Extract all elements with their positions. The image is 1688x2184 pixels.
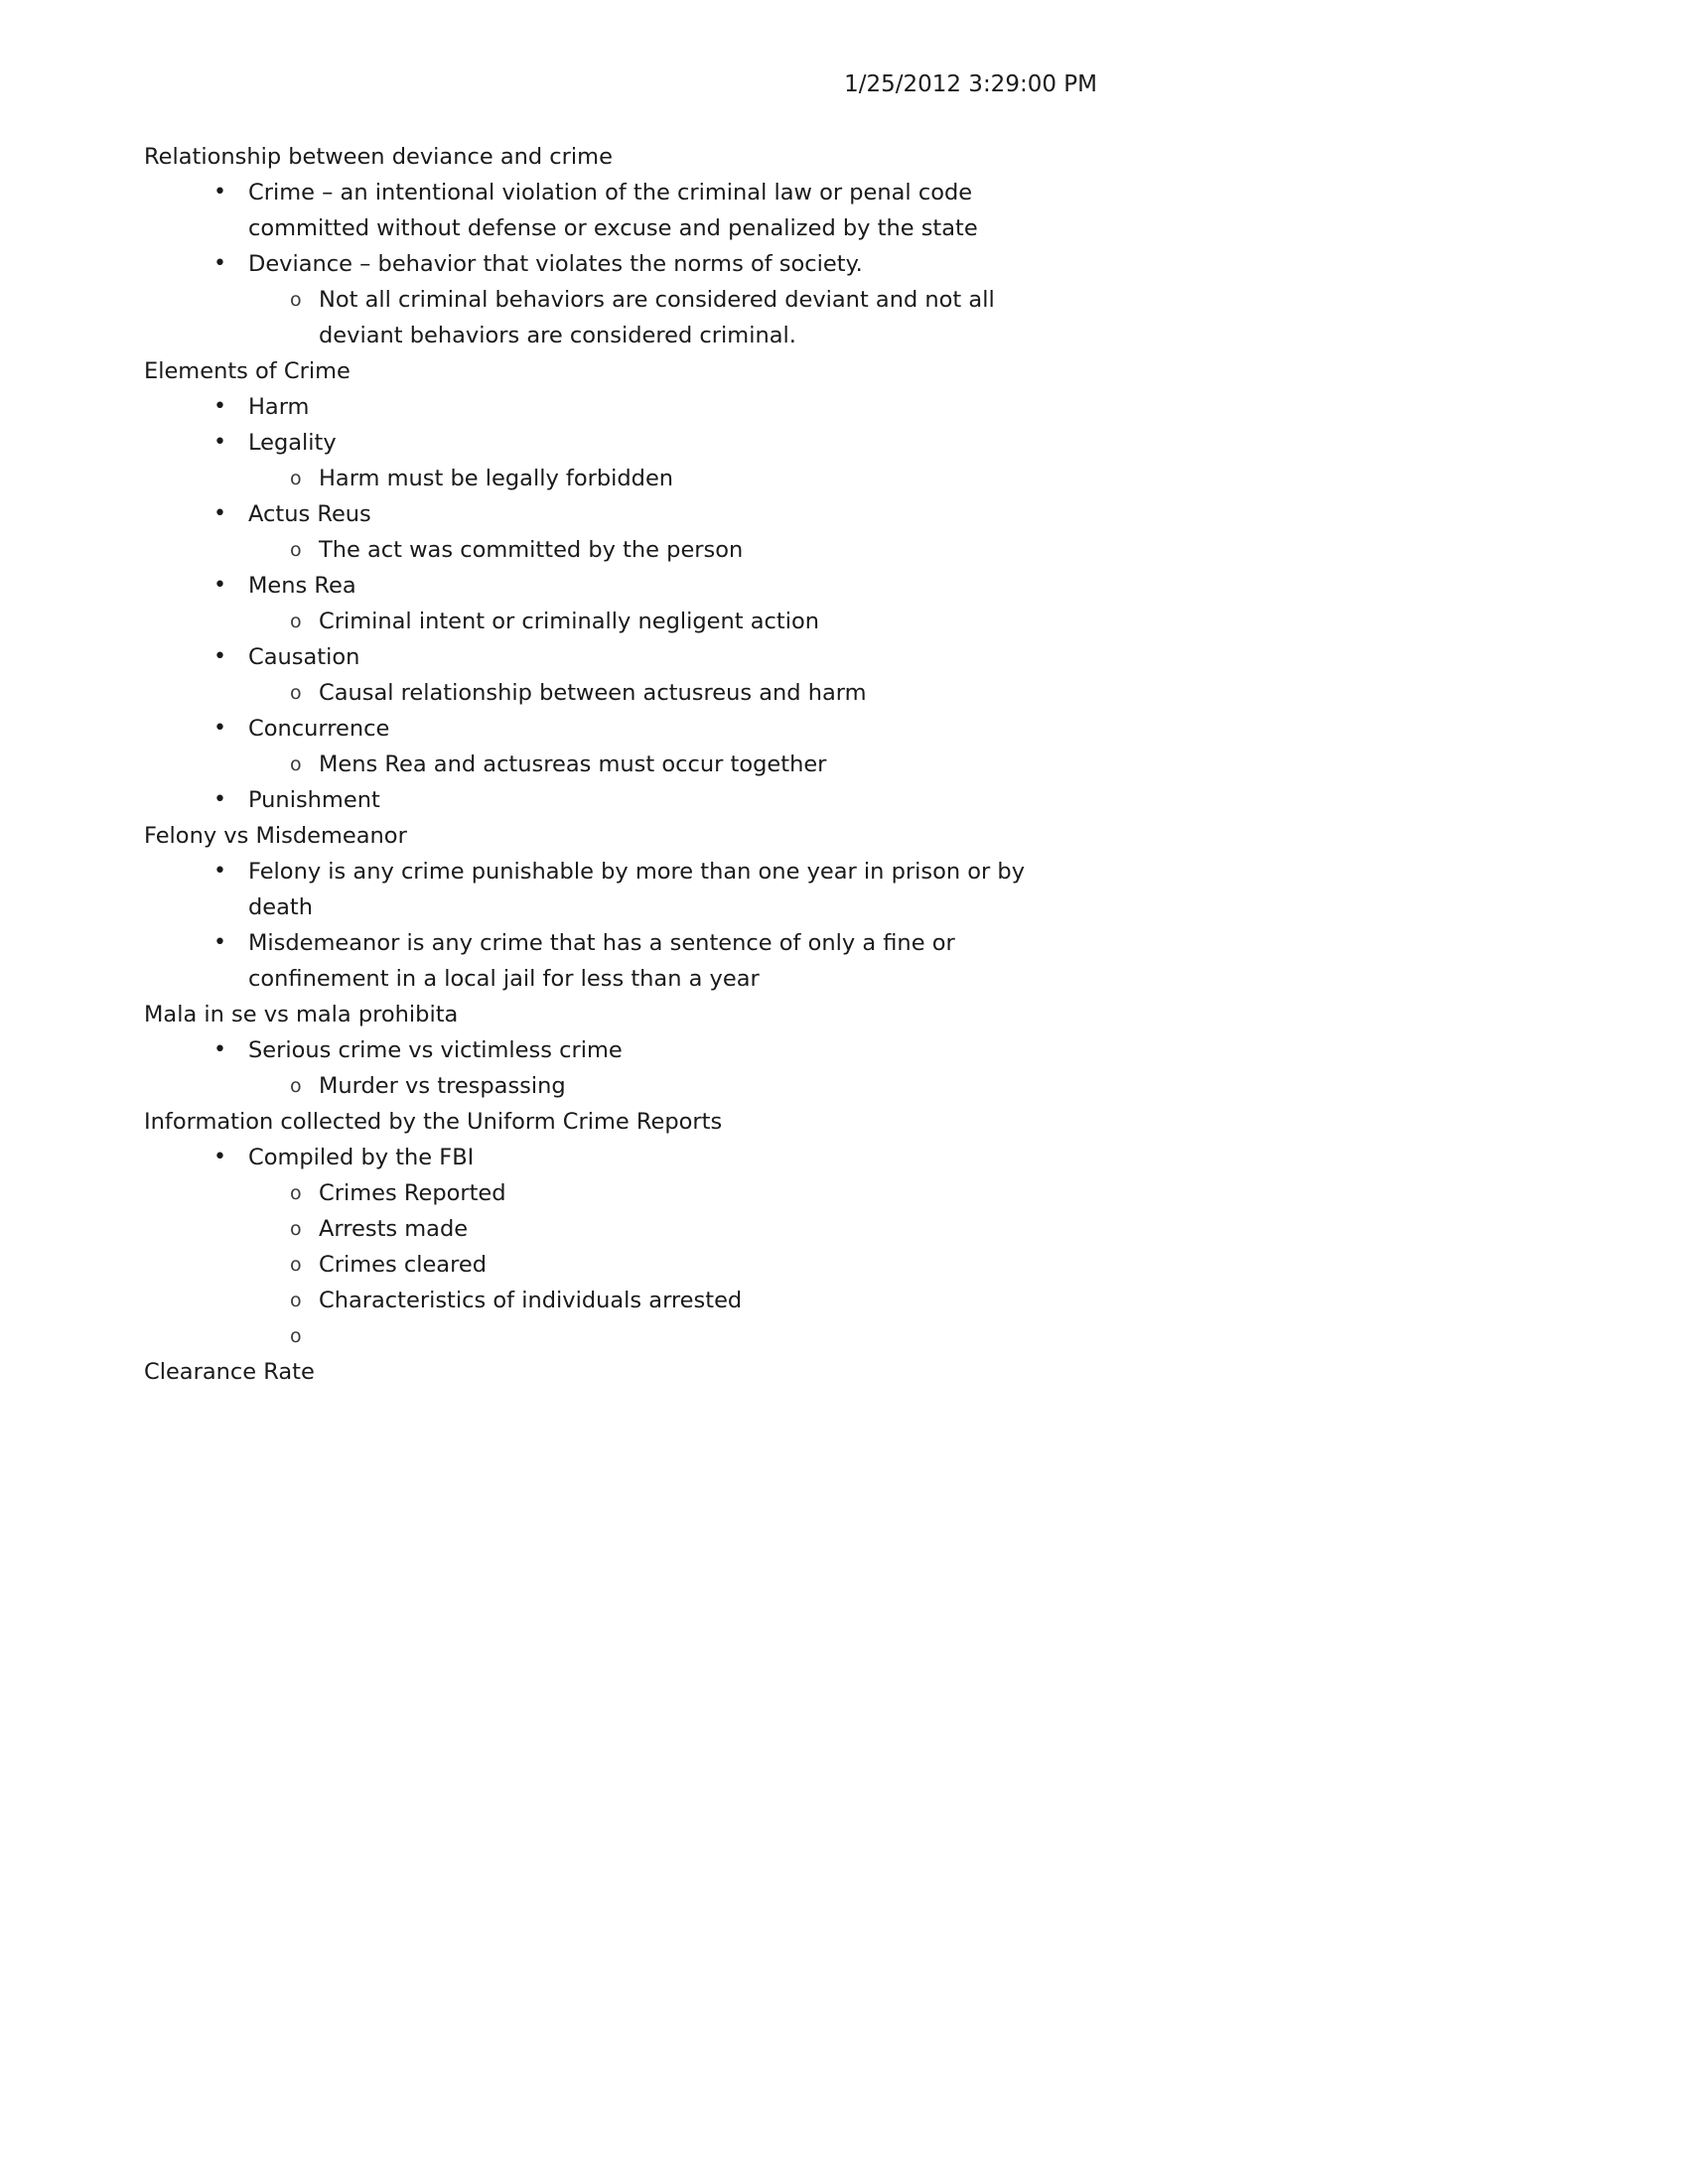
- outline-text: Concurrence: [248, 716, 390, 742]
- outline-item: [290, 747, 1055, 782]
- bullet-circle-icon: o: [290, 611, 302, 632]
- outline-item: [213, 925, 1055, 997]
- bullet-disc-icon: •: [213, 859, 226, 884]
- outline-text: Serious crime vs victimless crime: [248, 1037, 623, 1063]
- outline-text: Characteristics of individuals arrested: [319, 1288, 743, 1313]
- outline-text: Felony vs Misdemeanor: [144, 823, 407, 849]
- outline-text: Mala in se vs mala prohibita: [144, 1002, 459, 1027]
- outline-item: [290, 604, 1055, 639]
- bullet-circle-icon: o: [290, 1182, 302, 1204]
- outline-text: Harm: [248, 394, 310, 420]
- bullet-circle-icon: o: [290, 753, 302, 775]
- bullet-circle-icon: o: [290, 539, 302, 561]
- outline-text: The act was committed by the person: [319, 537, 744, 563]
- bullet-circle-icon: o: [290, 1325, 302, 1347]
- outline-item: [290, 1068, 1055, 1104]
- outline-item: [213, 854, 1055, 925]
- outline-item: [290, 1247, 1055, 1283]
- outline-item: [290, 1283, 1055, 1318]
- outline-item: [213, 425, 1055, 461]
- bullet-circle-icon: o: [290, 1075, 302, 1097]
- outline-text: Relationship between deviance and crime: [144, 144, 613, 170]
- outline: [144, 139, 1055, 1390]
- bullet-circle-icon: o: [290, 682, 302, 704]
- outline-item: [290, 1175, 1055, 1211]
- outline-item: [213, 246, 1055, 282]
- outline-item: [213, 639, 1055, 675]
- outline-text: Legality: [248, 430, 337, 456]
- outline-item: [213, 782, 1055, 818]
- outline-text: Compiled by the FBI: [248, 1145, 475, 1170]
- outline-item: [213, 568, 1055, 604]
- bullet-disc-icon: •: [213, 251, 226, 276]
- outline-text: Harm must be legally forbidden: [319, 466, 674, 491]
- document-timestamp: 1/25/2012 3:29:00 PM: [844, 71, 1097, 97]
- outline-heading: [144, 353, 1055, 389]
- bullet-disc-icon: •: [213, 930, 226, 955]
- outline-text: Criminal intent or criminally negligent action: [319, 609, 819, 634]
- bullet-disc-icon: •: [213, 501, 226, 526]
- outline-item: [213, 1140, 1055, 1175]
- outline-text: Deviance – behavior that violates the norms of society.: [248, 251, 863, 277]
- outline-item: [213, 711, 1055, 747]
- bullet-disc-icon: •: [213, 430, 226, 455]
- outline-item: [290, 282, 1055, 353]
- outline-item: [290, 532, 1055, 568]
- outline-heading: [144, 818, 1055, 854]
- outline-item: [213, 389, 1055, 425]
- bullet-disc-icon: •: [213, 180, 226, 205]
- bullet-disc-icon: •: [213, 573, 226, 598]
- outline-text: Murder vs trespassing: [319, 1073, 566, 1099]
- outline-text: Crime – an intentional violation of the criminal law or penal code committed without defense or excuse and penalized by the state: [248, 180, 978, 241]
- bullet-circle-icon: o: [290, 1218, 302, 1240]
- bullet-disc-icon: •: [213, 644, 226, 669]
- outline-item: [290, 675, 1055, 711]
- outline-text: Crimes cleared: [319, 1252, 487, 1278]
- outline-item: [213, 1032, 1055, 1068]
- bullet-disc-icon: •: [213, 394, 226, 419]
- outline-text: Actus Reus: [248, 501, 371, 527]
- bullet-circle-icon: o: [290, 289, 302, 311]
- outline-text: Not all criminal behaviors are considered deviant and not all deviant behaviors are considered criminal.: [319, 287, 995, 348]
- outline-text: Causal relationship between actusreus and harm: [319, 680, 867, 706]
- outline-text: Arrests made: [319, 1216, 469, 1242]
- outline-heading: [144, 1104, 1055, 1140]
- outline-text: Causation: [248, 644, 360, 670]
- outline-heading: [144, 1354, 1055, 1390]
- bullet-disc-icon: •: [213, 787, 226, 812]
- bullet-circle-icon: o: [290, 1290, 302, 1311]
- outline-item: [213, 496, 1055, 532]
- outline-text: Punishment: [248, 787, 380, 813]
- outline-text: Clearance Rate: [144, 1359, 315, 1385]
- outline-text: Misdemeanor is any crime that has a sentence of only a fine or confinement in a local jail for less than a year: [248, 930, 955, 992]
- outline-heading: [144, 997, 1055, 1032]
- outline-item: [290, 1318, 1055, 1354]
- outline-item: [213, 175, 1055, 246]
- outline-text: Felony is any crime punishable by more than one year in prison or by death: [248, 859, 1026, 920]
- outline-text: Mens Rea: [248, 573, 356, 599]
- outline-item: [290, 1211, 1055, 1247]
- outline-text: Information collected by the Uniform Crime Reports: [144, 1109, 723, 1135]
- outline-text: Mens Rea and actusreas must occur together: [319, 751, 827, 777]
- outline-text: Elements of Crime: [144, 358, 351, 384]
- outline-text: Crimes Reported: [319, 1180, 506, 1206]
- outline-item: [290, 461, 1055, 496]
- outline-heading: [144, 139, 1055, 175]
- bullet-circle-icon: o: [290, 1254, 302, 1276]
- bullet-disc-icon: •: [213, 1037, 226, 1062]
- outline-text: [319, 1318, 1055, 1354]
- bullet-disc-icon: •: [213, 716, 226, 741]
- bullet-disc-icon: •: [213, 1145, 226, 1169]
- bullet-circle-icon: o: [290, 468, 302, 489]
